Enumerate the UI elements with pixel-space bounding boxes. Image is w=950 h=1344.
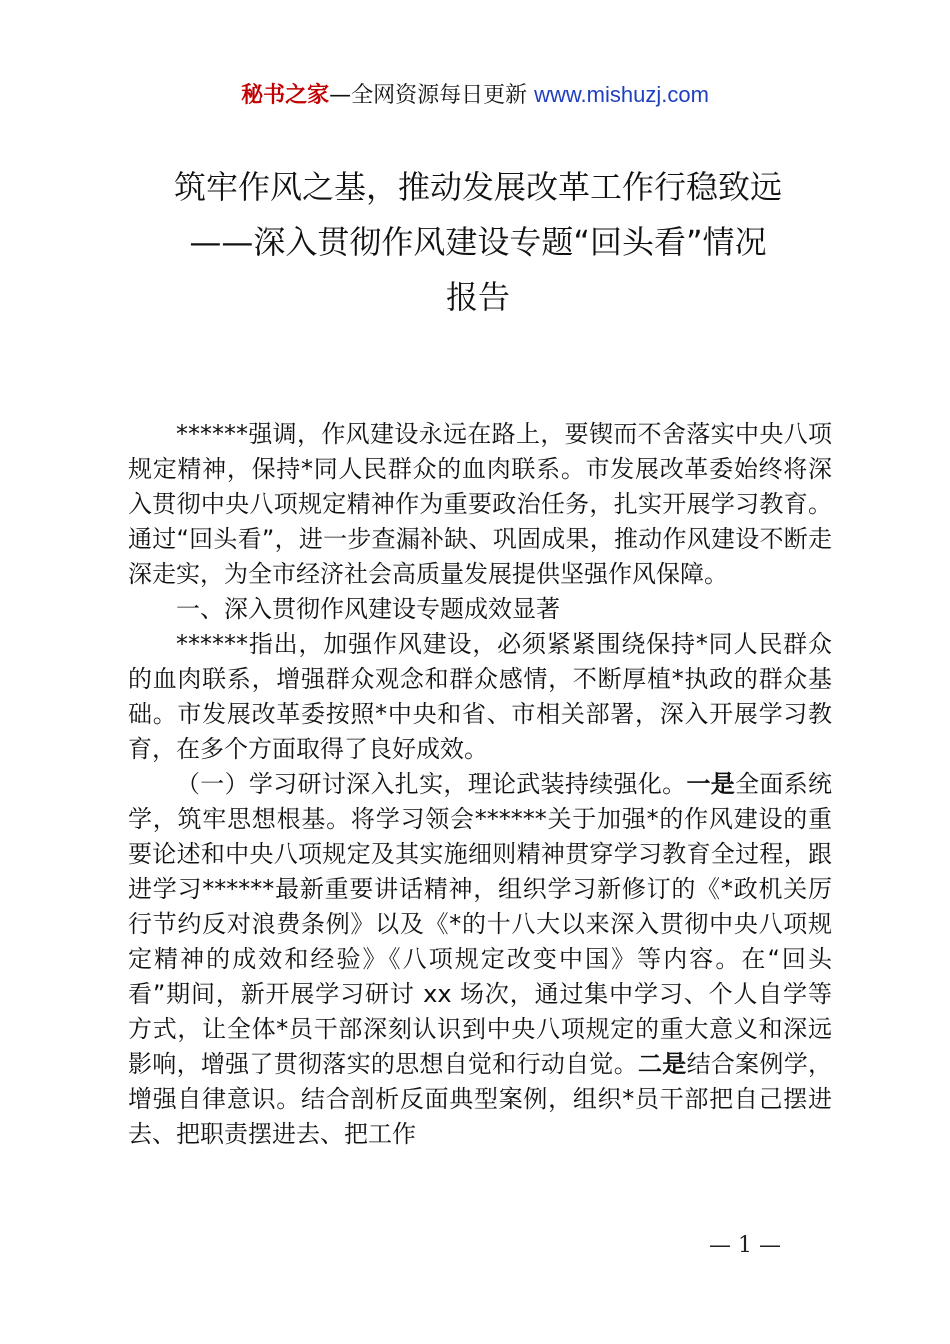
document-title bbox=[128, 160, 828, 325]
point-two-text: 结合案例学，增强自律意识。结合剖析反面典型案例，组织*员干部把自己摆进去、把职责摆进去、把工作 bbox=[128, 1050, 833, 1148]
document-body bbox=[128, 417, 832, 1152]
title-line-1: 筑牢作风之基，推动发展改革工作行稳致远 bbox=[173, 168, 782, 206]
section-heading-1: 一、深入贯彻作风建设专题成效显著 bbox=[176, 595, 560, 623]
point-one-text: 全面系统学，筑牢思想根基。将学习领会******关于加强*的作风建设的重要论述和中央八项规定及其实施细则精神贯穿学习教育全过程，跟进学习******最新重要讲话精神，组织学习新修订的《*政机关厉行节约反对浪费条例》以及《*的十八大以来深入贯彻中央八项规定精神的成效和经验》《八项规定改变中国》等内容。在“回头看”期间，新开展学习研讨 xx 场次，通过集中学习、个人自学等方式，让全体*员干部深刻认识到中央八项规定的重大意义和深远影响，增强了贯彻落实的思想自觉和行动自觉。 bbox=[128, 770, 833, 1078]
paragraph-intro: ******强调，作风建设永远在路上，要锲而不舍落实中央八项规定精神，保持*同人民群众的血肉联系。市发展改革委始终将深入贯彻中央八项规定精神作为重要政治任务，扎实开展学习教育。通过“回头看”，进一步查漏补缺、巩固成果，推动作风建设不断走深走实，为全市经济社会高质量发展提供坚强作风保障。 bbox=[128, 420, 832, 588]
point-two-marker: 二是 bbox=[638, 1050, 687, 1078]
title-line-3: 报告 bbox=[445, 278, 510, 316]
title-line-2: ——深入贯彻作风建设专题“回头看”情况 bbox=[189, 223, 767, 261]
paragraph-subsection-1 bbox=[128, 767, 832, 1152]
site-header bbox=[0, 80, 950, 111]
site-url-link[interactable]: www.mishuzj.com bbox=[534, 82, 709, 107]
subsection-heading: （一）学习研讨深入扎实，理论武装持续强化。 bbox=[176, 770, 687, 798]
point-one-marker: 一是 bbox=[686, 770, 736, 798]
site-name: 秘书之家 bbox=[241, 83, 330, 108]
paragraph-section-1: ******指出，加强作风建设，必须紧紧围绕保持*同人民群众的血肉联系，增强群众观念和群众感情，不断厚植*执政的群众基础。市发展改革委按照*中央和省、市相关部署，深入开展学习教育，在多个方面取得了良好成效。 bbox=[128, 630, 832, 763]
site-tagline: —全网资源每日更新 bbox=[329, 83, 535, 108]
page-number: — 1 — bbox=[709, 1233, 781, 1258]
